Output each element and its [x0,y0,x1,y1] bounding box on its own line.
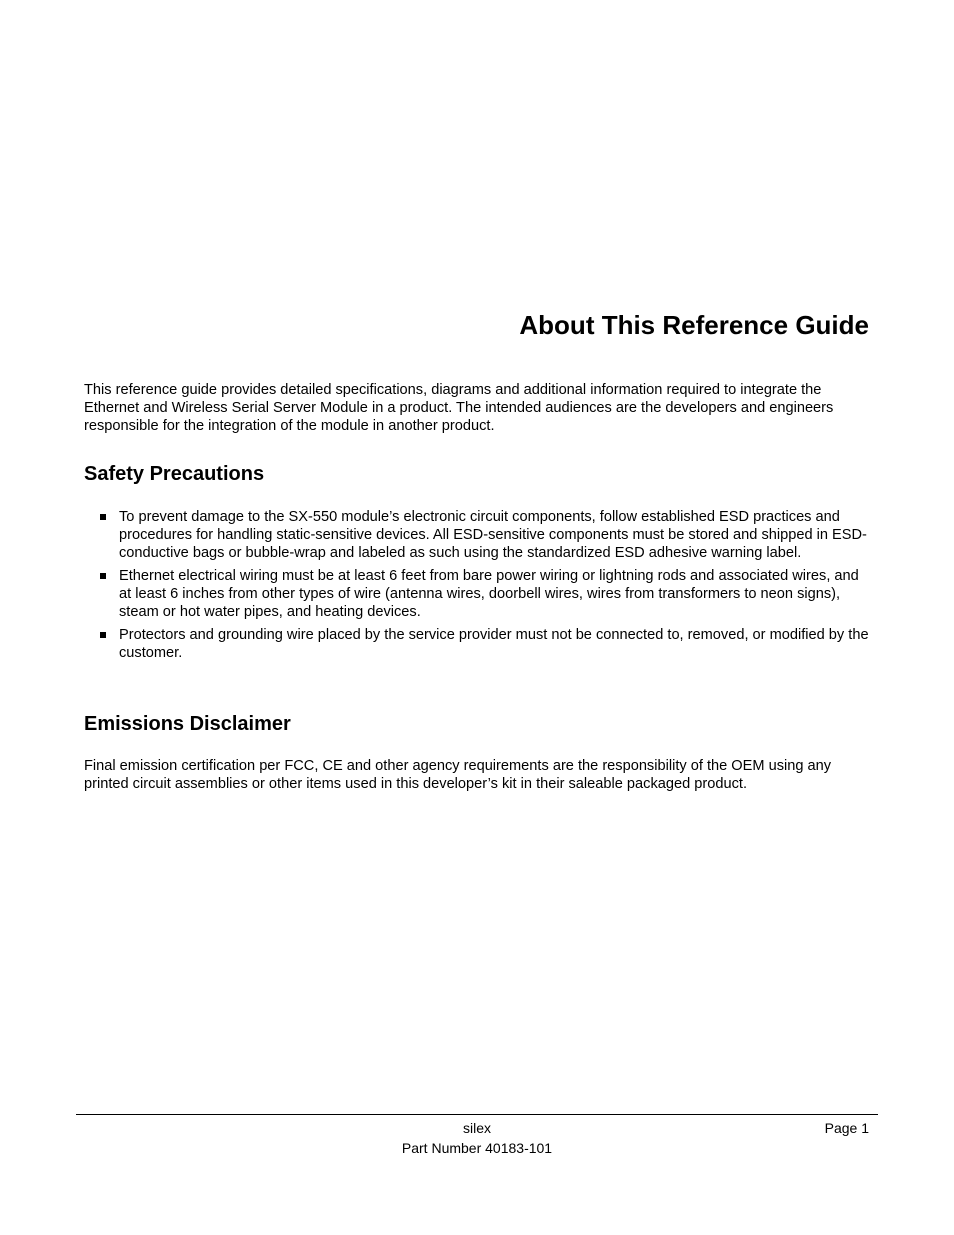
emissions-heading: Emissions Disclaimer [84,713,291,735]
footer-divider [76,1114,878,1115]
footer-part-number: Part Number 40183-101 [401,1140,553,1156]
footer-page-number: Page 1 [824,1120,869,1136]
safety-list [84,508,874,667]
intro-paragraph: This reference guide provides detailed specifications, diagrams and additional information required to integrate the Ethernet and Wireless Serial Server Module in a product. The intended audiences are the developers and engineers responsible for the integration of the module in another product. [84,382,834,434]
safety-item-text: Ethernet electrical wiring must be at least 6 feet from bare power wiring or lightning rods and associated wires, and at least 6 inches from other types of wire (antenna wires, doorbell wires, wires from transformers to neon signs), steam or hot water pipes, and heating devices. [119,568,859,620]
safety-heading: Safety Precautions [84,463,265,485]
square-bullet-icon [100,632,106,638]
emissions-paragraph: Final emission certification per FCC, CE and other agency requirements are the responsibility of the OEM using any printed circuit assemblies or other items used in this developer’s kit in their saleable packaged product. [84,758,832,792]
safety-item-text: To prevent damage to the SX-550 module’s electronic circuit components, follow established ESD practices and procedures for handling static-sensitive devices. All ESD-sensitive components must be stored and shipped in ESD-conductive bags or bubble-wrap and labeled as such using the standardized ESD adhesive warning label. [119,509,867,561]
safety-item [84,508,874,562]
footer-company: silex [462,1120,491,1136]
page-title: About This Reference Guide [519,310,869,340]
safety-item [84,626,874,662]
square-bullet-icon [100,573,106,579]
safety-item [84,567,874,621]
safety-item-text: Protectors and grounding wire placed by the service provider must not be connected to, removed, or modified by the customer. [119,627,869,661]
square-bullet-icon [100,514,106,520]
